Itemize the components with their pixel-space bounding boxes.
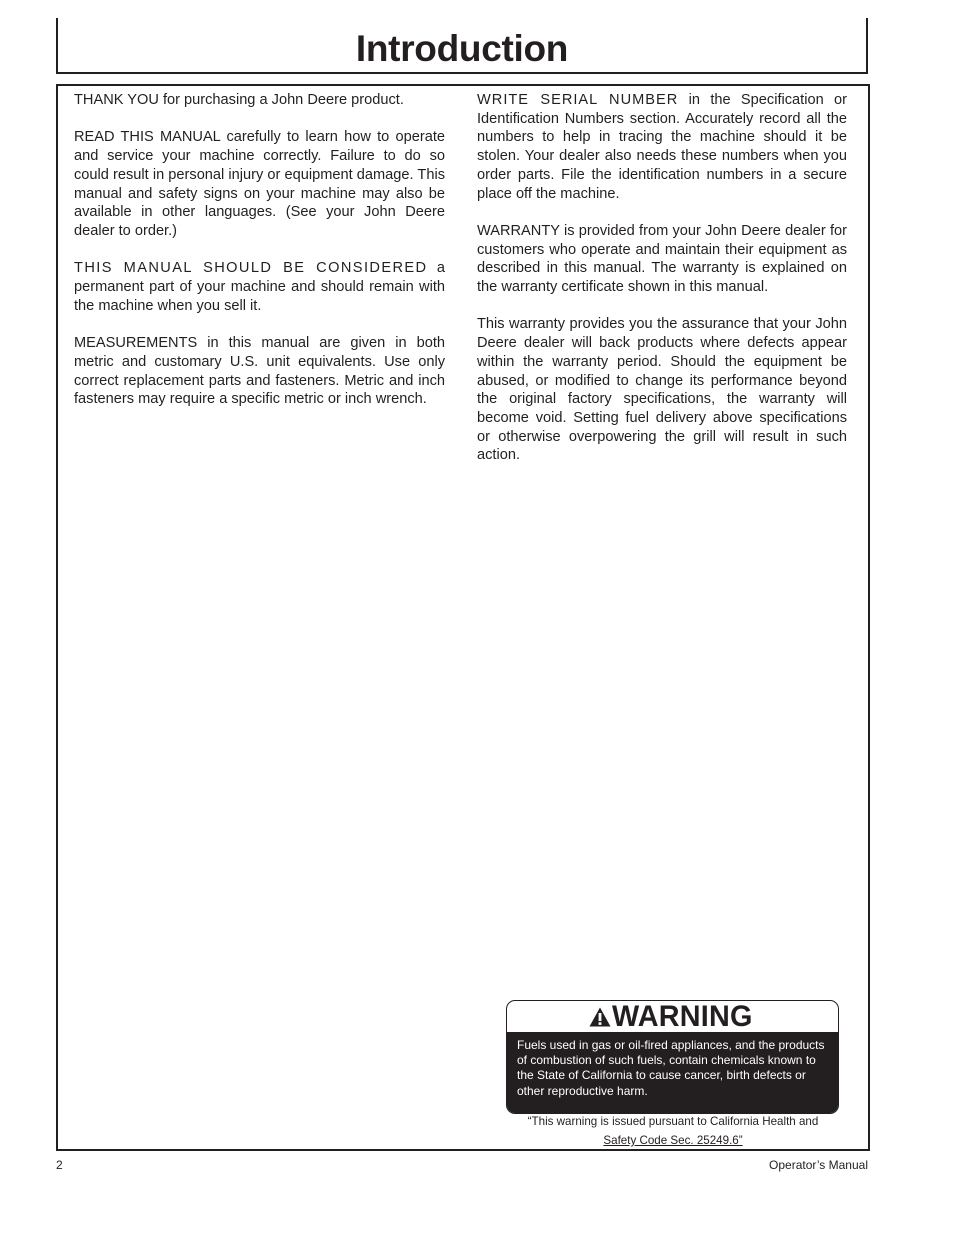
title-banner	[56, 18, 868, 74]
paragraph-lead: WARRANTY	[477, 222, 560, 239]
alert-triangle-icon	[589, 1007, 611, 1027]
paragraph-text: a permanent part of your machine and should remain with the machine when you sell it.	[74, 260, 445, 314]
content-frame	[56, 84, 870, 1151]
paragraph-read-manual	[74, 128, 445, 240]
paragraph-text: carefully to learn how to operate and service your machine correctly. Failure to do so could result in personal injury or equipment damage. This manual and safety signs on your machine may also be available in other languages. (See your John Deere dealer to order.)	[74, 129, 445, 239]
paragraph-lead: THANK YOU	[74, 92, 159, 108]
warning-header	[507, 1001, 838, 1032]
paragraph-text: This warranty provides you the assurance that your John Deere dealer will back products where defects appear within the warranty period. Should the equipment be abused, or modified to change its performance beyond the original factory specifications, the warranty will become void. Setting fuel delivery above specifications or otherwise overpowering the grill will result in such action.	[477, 316, 847, 464]
left-column	[74, 91, 445, 428]
paragraph-lead: MEASUREMENTS	[74, 335, 198, 352]
paragraph-warranty	[477, 222, 847, 297]
paragraph-lead: WRITE SERIAL NUMBER	[477, 92, 679, 108]
paragraph-lead: READ THIS MANUAL	[74, 129, 221, 146]
warning-heading: WARNING	[611, 1000, 753, 1033]
paragraph-serial-number	[477, 91, 847, 203]
paragraph-lead: THIS MANUAL SHOULD BE CONSIDERED	[74, 260, 428, 277]
warning-footnote-line1: “This warning is issued pursuant to California Health and	[527, 1115, 819, 1128]
paragraph-measurements	[74, 334, 445, 409]
paragraph-text: in this manual are given in both metric and customary U.S. unit equivalents. Use only correct replacement parts and fasteners. Metric and inch fasteners may require a specific metric or inch wrench.	[74, 335, 445, 408]
paragraph-thank-you	[74, 91, 445, 110]
warning-footnote-line2: Safety Code Sec. 25249.6”	[603, 1134, 743, 1147]
page-number: 2	[56, 1158, 63, 1172]
manual-name: Operator’s Manual	[769, 1158, 868, 1172]
warning-label	[506, 1000, 839, 1114]
right-column	[477, 91, 847, 484]
paragraph-text: is provided from your John Deere dealer for customers who operate and maintain their equipment as described in this manual. The warranty is explained on the warranty certificate shown in this manual.	[477, 222, 847, 296]
paragraph-manual-considered	[74, 259, 445, 315]
warning-body: Fuels used in gas or oil-fired appliances, and the products of combustion of such fuels, contain chemicals known to the State of California to cause cancer, birth defects or other reproductive harm.	[507, 1032, 838, 1113]
page-title: Introduction	[355, 28, 569, 69]
paragraph-warranty-assurance	[477, 315, 847, 465]
paragraph-text: in the Specification or Identification Numbers section. Accurately record all the numbers to help in tracing the machine should it be stolen. Your dealer also needs these numbers when you order parts. File the identification numbers in a secure place off the machine.	[477, 92, 847, 202]
paragraph-text: for purchasing a John Deere product.	[158, 92, 404, 108]
